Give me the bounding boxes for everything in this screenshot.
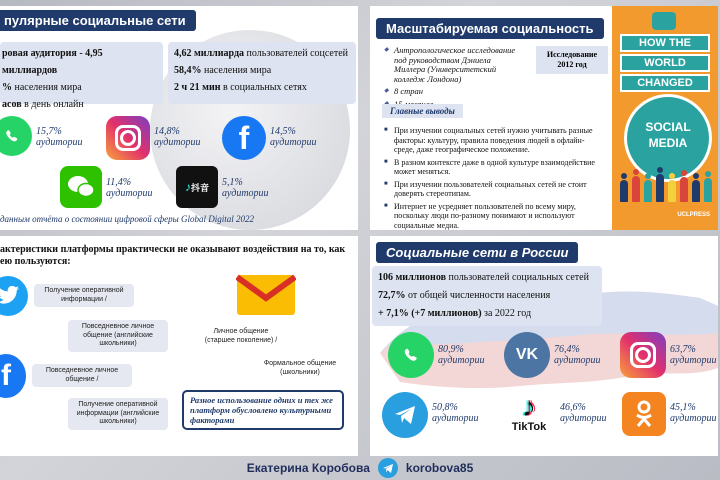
callout: Личное общение (старшее поколение) / (204, 328, 278, 344)
author-name: Екатерина Коробова (246, 461, 370, 475)
study-facts-list (384, 46, 524, 112)
russia-panel (370, 236, 718, 456)
whatsapp-share: 80,9% аудитории (438, 344, 485, 366)
odnoklassniki-icon (622, 392, 666, 436)
russia-stats (372, 266, 602, 326)
vk-icon: VK (504, 332, 550, 378)
mail-icon (236, 274, 296, 316)
global-audience-stats (0, 42, 163, 110)
instagram-icon (106, 116, 150, 160)
callout: Повседневное личное общение (английские школьники) (68, 320, 168, 352)
stat-line: ровая аудитория - 4,95 миллиардов (2, 48, 103, 76)
list-item: ◆ 8 стран (384, 87, 524, 97)
facebook-share: 14,5% аудитории (270, 126, 317, 148)
camera-icon (652, 12, 676, 30)
stat-line: асов в день онлайн (2, 99, 84, 110)
list-item: ■ При изучении пользователей социальных сетей не стоит доверять стереотипам. (384, 180, 602, 199)
panel-title: Масштабируемая социальность (376, 18, 604, 39)
vk-share: 76,4% аудитории (554, 344, 601, 366)
source-note: данным отчёта о состоянии цифровой сферы Global Digital 2022 (0, 214, 254, 224)
douyin-icon: ♪ 抖音 (176, 166, 218, 208)
wechat-share: 11,4% аудитории (106, 177, 153, 199)
platform-usage-panel (0, 236, 358, 456)
stat-line: 2 ч 21 мин в социальных сетях (174, 82, 307, 93)
instagram-share: 14,8% аудитории (154, 126, 201, 148)
tiktok-icon: ♪ TikTok (511, 391, 547, 433)
global-stats-panel (0, 6, 358, 230)
list-item: ◆ Антропологическое исследование под руководством Дэниела Миллера (Университетский колледж Лондона) (384, 46, 524, 84)
conclusions-label: Главные выводы (382, 104, 463, 118)
stat-line: + 7,1% (+7 миллионов) за 2022 год (378, 308, 532, 319)
list-item: ■ В разном контексте даже в одной культуре взаимодействие может меняться. (384, 158, 602, 177)
stat-line: 72,7% от общей численности населения (378, 290, 551, 301)
facebook-icon: f (222, 116, 266, 160)
stat-line: 106 миллионов пользователей социальных сетей (378, 272, 589, 283)
whatsapp-icon (0, 116, 32, 156)
callout: Получение оперативной информации / (34, 284, 134, 307)
list-item: ■ Интернет не усредняет пользователей по всему миру, поскольку люди по-разному понимают и используют социальные медиа. (384, 202, 602, 231)
twitter-icon (0, 276, 28, 316)
telegram-share: 50,8% аудитории (432, 402, 479, 424)
panel-title: пулярные социальные сети (0, 10, 196, 31)
whatsapp-icon (388, 332, 434, 378)
study-year-badge: Исследование 2012 год (536, 46, 608, 74)
list-item: ■ При изучении социальных сетей нужно учитывать разные факторы: культуру, правила поведения людей в офлайн-среде, даже географическое положение. (384, 126, 602, 155)
panel-title: Социальные сети в России (376, 242, 578, 263)
stat-line: % населения мира (2, 82, 82, 93)
stat-line: 58,4% населения мира (174, 65, 272, 76)
telegram-icon (382, 392, 428, 438)
book-title: HOW THE WORLD CHANGED (620, 34, 710, 94)
odnoklassniki-share: 45,1% аудитории (670, 402, 717, 424)
facebook-icon: f (0, 354, 26, 398)
publisher-logo: UCLPRESS (677, 212, 710, 218)
callout: Получение оперативной информации (английские школьники) (68, 398, 168, 430)
callout: Повседневное личное общение / (32, 364, 132, 387)
book-cover-image (612, 6, 718, 230)
social-users-stats (168, 42, 356, 104)
telegram-icon (378, 458, 398, 478)
stat-line: 4,62 миллиарда пользователей соцсетей (174, 48, 349, 59)
douyin-share: 5,1% аудитории (222, 177, 269, 199)
author-footer (0, 456, 720, 480)
wechat-icon (60, 166, 102, 208)
findings-list (384, 126, 602, 230)
callout: Формальное общение (школьники) (263, 360, 337, 376)
instagram-share: 63,7% аудитории (670, 344, 717, 366)
telegram-handle[interactable]: korobova85 (405, 461, 474, 475)
intro-text: актеристики платформы практически не оказывают воздействия на то, как ею пользуются: (0, 244, 346, 267)
tiktok-share: 46,6% аудитории (560, 402, 607, 424)
whatsapp-share: 15,7% аудитории (36, 126, 83, 148)
social-media-emblem: SOCIAL MEDIA (624, 94, 712, 182)
instagram-icon (620, 332, 666, 378)
people-illustration (616, 166, 714, 202)
conclusion-box: Разное использование одних и тех же платформ обусловлено культурными факторами (182, 390, 344, 430)
